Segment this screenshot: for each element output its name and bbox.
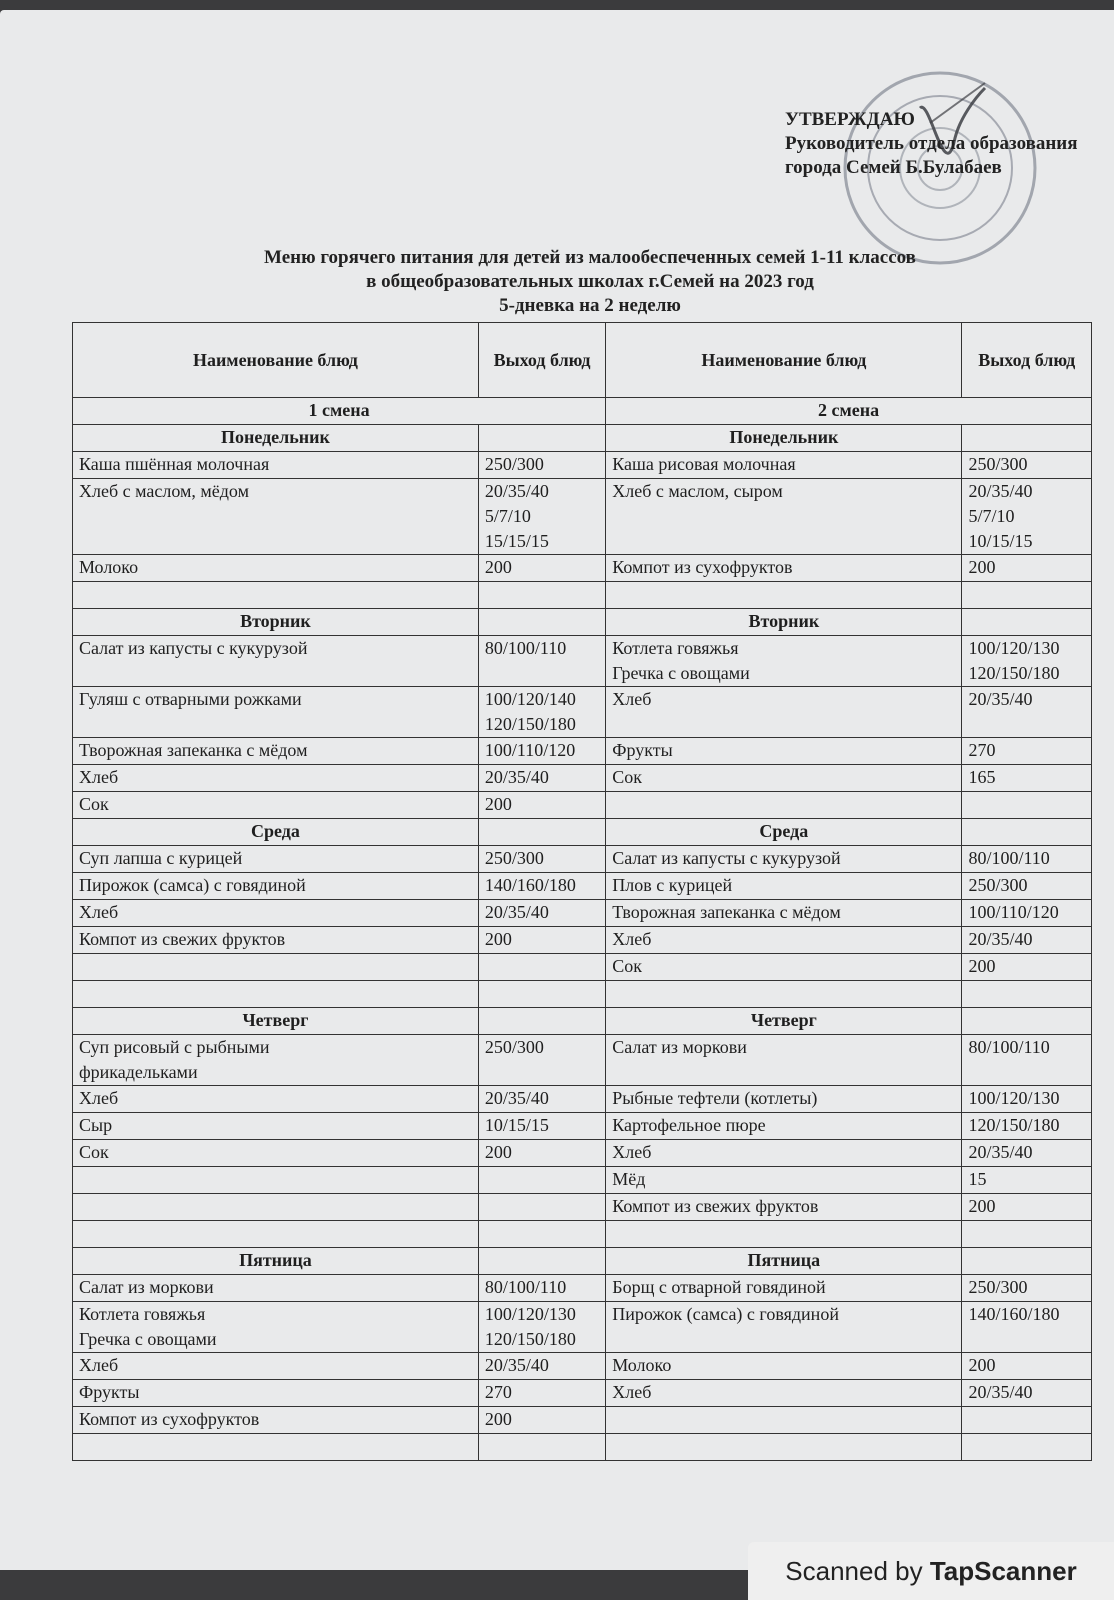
yield-cell-shift-1 [478, 1221, 605, 1248]
header-dish-1: Наименование блюд [73, 323, 479, 398]
yield-cell-shift-1: 250/300 [478, 846, 605, 873]
dish-cell-shift-2: Молоко [606, 1353, 962, 1380]
dish-cell-shift-2: Картофельное пюре [606, 1113, 962, 1140]
dish-cell-shift-2 [606, 582, 962, 609]
yield-cell-shift-1 [478, 582, 605, 609]
dish-cell-shift-1 [73, 981, 479, 1008]
dish-cell-shift-1: Котлета говяжья Гречка с овощами [73, 1302, 479, 1353]
dish-cell-shift-2: Каша рисовая молочная [606, 452, 962, 479]
yield-cell-shift-1: 200 [478, 555, 605, 582]
yield-cell-shift-2 [962, 1248, 1092, 1275]
yield-cell-shift-1 [478, 609, 605, 636]
yield-cell-shift-1 [478, 1008, 605, 1035]
dish-cell-shift-1: Хлеб с маслом, мёдом [73, 479, 479, 555]
yield-cell-shift-1 [478, 425, 605, 452]
table-row [73, 687, 1092, 738]
day-name: Понедельник [73, 425, 479, 452]
table-row [73, 1353, 1092, 1380]
dish-cell-shift-2: Компот из свежих фруктов [606, 1194, 962, 1221]
yield-cell-shift-2 [962, 609, 1092, 636]
day-header-row [73, 609, 1092, 636]
yield-cell-shift-1: 200 [478, 927, 605, 954]
approval-signatory: города Семей Б.Булабаев [785, 157, 1002, 178]
yield-cell-shift-1: 250/300 [478, 1035, 605, 1086]
menu-body [73, 425, 1092, 1461]
table-row [73, 954, 1092, 981]
dish-cell-shift-1: Сыр [73, 1113, 479, 1140]
table-row [73, 873, 1092, 900]
shift-2-label: 2 смена [606, 398, 1092, 425]
dish-cell-shift-1: Салат из капусты с кукурузой [73, 636, 479, 687]
scanner-watermark [748, 1542, 1114, 1600]
day-name: Пятница [606, 1248, 962, 1275]
dish-cell-shift-1: Сок [73, 1140, 479, 1167]
dish-cell-shift-1 [73, 1221, 479, 1248]
yield-cell-shift-2 [962, 792, 1092, 819]
yield-cell-shift-2: 20/35/40 5/7/10 10/15/15 [962, 479, 1092, 555]
dish-cell-shift-1: Творожная запеканка с мёдом [73, 738, 479, 765]
yield-cell-shift-1 [478, 954, 605, 981]
yield-cell-shift-1: 20/35/40 5/7/10 15/15/15 [478, 479, 605, 555]
table-row [73, 792, 1092, 819]
approval-position: Руководитель отдела образования [785, 133, 1078, 154]
table-row [73, 452, 1092, 479]
yield-cell-shift-2 [962, 582, 1092, 609]
dish-cell-shift-2: Котлета говяжья Гречка с овощами [606, 636, 962, 687]
dish-cell-shift-2 [606, 792, 962, 819]
dish-cell-shift-2 [606, 981, 962, 1008]
table-row [73, 555, 1092, 582]
table-row [73, 1035, 1092, 1086]
yield-cell-shift-1: 200 [478, 1140, 605, 1167]
title-line-1: Меню горячего питания для детей из малообеспеченных семей 1-11 классов [264, 247, 916, 268]
dish-cell-shift-2: Хлеб [606, 927, 962, 954]
yield-cell-shift-1 [478, 1248, 605, 1275]
yield-cell-shift-2: 250/300 [962, 1275, 1092, 1302]
table-row [73, 981, 1092, 1008]
dish-cell-shift-1 [73, 582, 479, 609]
yield-cell-shift-2: 80/100/110 [962, 846, 1092, 873]
day-name: Среда [606, 819, 962, 846]
dish-cell-shift-1: Суп рисовый с рыбными фрикадельками [73, 1035, 479, 1086]
yield-cell-shift-2 [962, 819, 1092, 846]
yield-cell-shift-2: 200 [962, 1194, 1092, 1221]
dish-cell-shift-2: Салат из моркови [606, 1035, 962, 1086]
yield-cell-shift-1 [478, 819, 605, 846]
dish-cell-shift-1: Салат из моркови [73, 1275, 479, 1302]
day-header-row [73, 819, 1092, 846]
header-dish-2: Наименование блюд [606, 323, 962, 398]
yield-cell-shift-1: 100/120/130 120/150/180 [478, 1302, 605, 1353]
dish-cell-shift-2: Борщ с отварной говядиной [606, 1275, 962, 1302]
yield-cell-shift-2 [962, 1434, 1092, 1461]
day-name: Вторник [73, 609, 479, 636]
dish-cell-shift-2: Хлеб с маслом, сыром [606, 479, 962, 555]
dish-cell-shift-1 [73, 954, 479, 981]
day-name: Вторник [606, 609, 962, 636]
dish-cell-shift-2: Плов с курицей [606, 873, 962, 900]
day-name: Понедельник [606, 425, 962, 452]
table-row [73, 1275, 1092, 1302]
dish-cell-shift-1: Компот из сухофруктов [73, 1407, 479, 1434]
table-row [73, 1380, 1092, 1407]
header-yield-2: Выход блюд [962, 323, 1092, 398]
yield-cell-shift-1: 20/35/40 [478, 765, 605, 792]
yield-cell-shift-2: 270 [962, 738, 1092, 765]
shift-1-label: 1 смена [73, 398, 606, 425]
yield-cell-shift-2 [962, 981, 1092, 1008]
yield-cell-shift-2: 80/100/110 [962, 1035, 1092, 1086]
document-title [90, 246, 1090, 318]
header-yield-1: Выход блюд [478, 323, 605, 398]
table-row [73, 900, 1092, 927]
yield-cell-shift-2: 100/120/130 [962, 1086, 1092, 1113]
yield-cell-shift-2 [962, 425, 1092, 452]
yield-cell-shift-1: 20/35/40 [478, 900, 605, 927]
dish-cell-shift-2: Творожная запеканка с мёдом [606, 900, 962, 927]
dish-cell-shift-1 [73, 1434, 479, 1461]
yield-cell-shift-2: 15 [962, 1167, 1092, 1194]
dish-cell-shift-1: Компот из свежих фруктов [73, 927, 479, 954]
yield-cell-shift-2: 250/300 [962, 873, 1092, 900]
dish-cell-shift-1: Гуляш с отварными рожками [73, 687, 479, 738]
yield-cell-shift-1 [478, 1167, 605, 1194]
paper-sheet [0, 10, 1114, 1570]
yield-cell-shift-2 [962, 1221, 1092, 1248]
table-row [73, 765, 1092, 792]
dish-cell-shift-1: Фрукты [73, 1380, 479, 1407]
title-line-2: в общеобразовательных школах г.Семей на 2023 год [366, 271, 814, 292]
dish-cell-shift-2 [606, 1221, 962, 1248]
yield-cell-shift-1: 140/160/180 [478, 873, 605, 900]
scanner-prefix: Scanned by [785, 1556, 930, 1586]
dish-cell-shift-2: Мёд [606, 1167, 962, 1194]
dish-cell-shift-2 [606, 1407, 962, 1434]
yield-cell-shift-1: 250/300 [478, 452, 605, 479]
header-row [73, 323, 1092, 398]
yield-cell-shift-1: 200 [478, 792, 605, 819]
table-row [73, 846, 1092, 873]
yield-cell-shift-2: 20/35/40 [962, 1380, 1092, 1407]
yield-cell-shift-1: 200 [478, 1407, 605, 1434]
day-name: Четверг [606, 1008, 962, 1035]
dish-cell-shift-2: Пирожок (самса) с говядиной [606, 1302, 962, 1353]
table-row [73, 1302, 1092, 1353]
dish-cell-shift-2: Салат из капусты с кукурузой [606, 846, 962, 873]
dish-cell-shift-2: Хлеб [606, 1140, 962, 1167]
dish-cell-shift-2: Сок [606, 954, 962, 981]
day-header-row [73, 1248, 1092, 1275]
dish-cell-shift-2 [606, 1434, 962, 1461]
approval-title: УТВЕРЖДАЮ [785, 109, 915, 130]
dish-cell-shift-2: Фрукты [606, 738, 962, 765]
yield-cell-shift-2: 20/35/40 [962, 927, 1092, 954]
dish-cell-shift-2: Компот из сухофруктов [606, 555, 962, 582]
dish-cell-shift-1: Хлеб [73, 1353, 479, 1380]
day-header-row [73, 1008, 1092, 1035]
dish-cell-shift-1: Молоко [73, 555, 479, 582]
table-row [73, 582, 1092, 609]
yield-cell-shift-2: 200 [962, 954, 1092, 981]
dish-cell-shift-1: Сок [73, 792, 479, 819]
day-header-row [73, 425, 1092, 452]
dish-cell-shift-2: Хлеб [606, 1380, 962, 1407]
yield-cell-shift-2: 165 [962, 765, 1092, 792]
yield-cell-shift-1: 100/110/120 [478, 738, 605, 765]
yield-cell-shift-2: 20/35/40 [962, 1140, 1092, 1167]
dish-cell-shift-1 [73, 1167, 479, 1194]
yield-cell-shift-1: 270 [478, 1380, 605, 1407]
day-name: Пятница [73, 1248, 479, 1275]
day-name: Среда [73, 819, 479, 846]
table-row [73, 1194, 1092, 1221]
dish-cell-shift-1: Каша пшённая молочная [73, 452, 479, 479]
dish-cell-shift-1 [73, 1194, 479, 1221]
dish-cell-shift-1: Хлеб [73, 900, 479, 927]
yield-cell-shift-2: 20/35/40 [962, 687, 1092, 738]
dish-cell-shift-2: Рыбные тефтели (котлеты) [606, 1086, 962, 1113]
table-row [73, 1221, 1092, 1248]
table-row [73, 1407, 1092, 1434]
approval-block [785, 108, 1105, 180]
dish-cell-shift-1: Хлеб [73, 1086, 479, 1113]
yield-cell-shift-2: 100/110/120 [962, 900, 1092, 927]
yield-cell-shift-2: 120/150/180 [962, 1113, 1092, 1140]
dish-cell-shift-1: Пирожок (самса) с говядиной [73, 873, 479, 900]
menu-table [72, 322, 1092, 1461]
table-row [73, 927, 1092, 954]
table-row [73, 1434, 1092, 1461]
title-line-3: 5-дневка на 2 неделю [499, 295, 681, 316]
table-row [73, 738, 1092, 765]
yield-cell-shift-1: 20/35/40 [478, 1353, 605, 1380]
yield-cell-shift-2: 200 [962, 1353, 1092, 1380]
dish-cell-shift-2: Хлеб [606, 687, 962, 738]
yield-cell-shift-2 [962, 1407, 1092, 1434]
table-row [73, 1113, 1092, 1140]
scanner-brand: TapScanner [929, 1556, 1077, 1586]
table-row [73, 1086, 1092, 1113]
yield-cell-shift-2: 100/120/130 120/150/180 [962, 636, 1092, 687]
yield-cell-shift-2: 140/160/180 [962, 1302, 1092, 1353]
yield-cell-shift-2: 250/300 [962, 452, 1092, 479]
yield-cell-shift-1: 100/120/140 120/150/180 [478, 687, 605, 738]
yield-cell-shift-1 [478, 1194, 605, 1221]
table-row [73, 636, 1092, 687]
yield-cell-shift-2 [962, 1008, 1092, 1035]
yield-cell-shift-1: 10/15/15 [478, 1113, 605, 1140]
table-row [73, 1140, 1092, 1167]
shift-row [73, 398, 1092, 425]
dish-cell-shift-2: Сок [606, 765, 962, 792]
table-row [73, 479, 1092, 555]
yield-cell-shift-1: 80/100/110 [478, 1275, 605, 1302]
yield-cell-shift-2: 200 [962, 555, 1092, 582]
dish-cell-shift-1: Суп лапша с курицей [73, 846, 479, 873]
yield-cell-shift-1: 80/100/110 [478, 636, 605, 687]
yield-cell-shift-1: 20/35/40 [478, 1086, 605, 1113]
dish-cell-shift-1: Хлеб [73, 765, 479, 792]
table-row [73, 1167, 1092, 1194]
yield-cell-shift-1 [478, 1434, 605, 1461]
yield-cell-shift-1 [478, 981, 605, 1008]
day-name: Четверг [73, 1008, 479, 1035]
